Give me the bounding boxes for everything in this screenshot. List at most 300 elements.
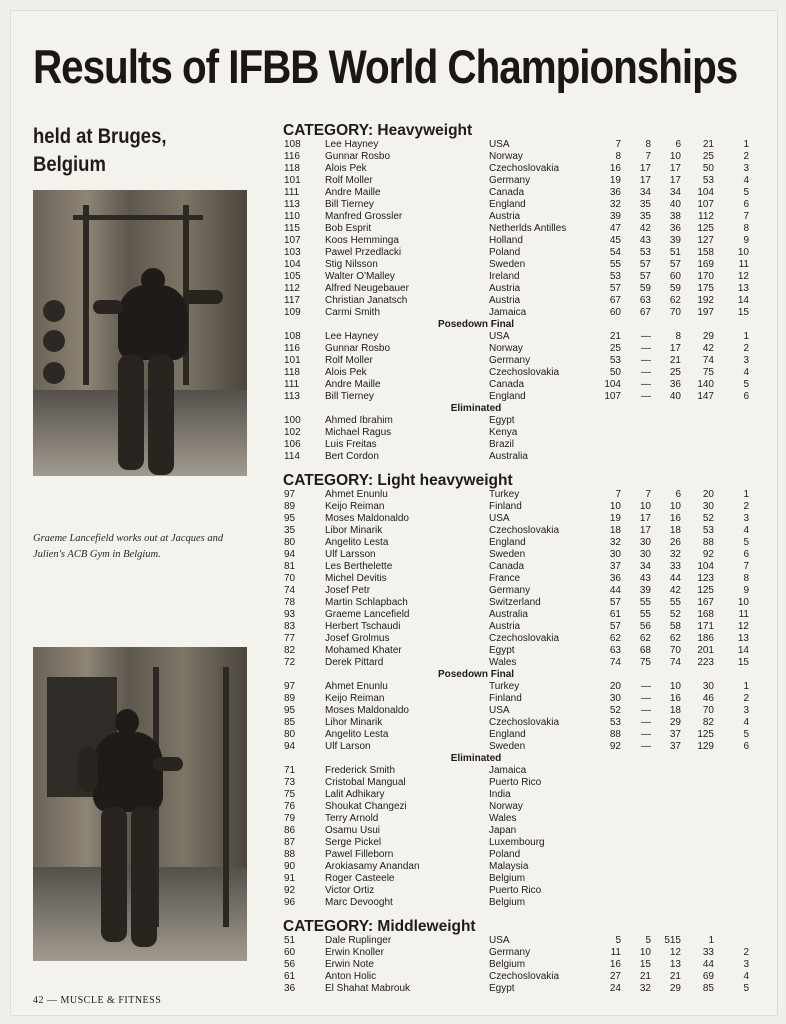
country: England: [489, 729, 526, 740]
entry-number: 97: [284, 489, 296, 500]
score-round-1: 55: [609, 259, 621, 270]
total-score: 125: [697, 729, 714, 740]
entry-number: 102: [284, 427, 301, 438]
country: Austria: [489, 295, 521, 306]
score-round-1: 104: [604, 379, 621, 390]
table-row: [271, 717, 761, 729]
score-round-2: 17: [639, 525, 651, 536]
competitor-name: Moses Maldonaldo: [325, 705, 409, 716]
score-round-3: 10: [669, 501, 681, 512]
competitor-name: Andre Maille: [325, 187, 381, 198]
placing: 4: [743, 175, 749, 186]
placing: 2: [743, 693, 749, 704]
placing: 7: [743, 561, 749, 572]
country: Brazil: [489, 439, 515, 450]
country: India: [489, 789, 511, 800]
placing: 8: [743, 223, 749, 234]
entry-number: 111: [284, 187, 300, 198]
entry-number: 101: [284, 355, 301, 366]
total-score: 171: [697, 621, 714, 632]
group-label: Posedown Final: [437, 669, 515, 680]
total-score: 25: [702, 151, 714, 162]
score-round-3: 32: [669, 549, 681, 560]
placing: 1: [743, 331, 749, 342]
table-row: [271, 223, 761, 235]
total-score: 201: [697, 645, 714, 656]
score-round-3: 21: [669, 355, 681, 366]
placing: 11: [738, 609, 749, 620]
score-round-1: 36: [609, 187, 621, 198]
competitor-name: Martin Schlapbach: [325, 597, 408, 608]
country: Holland: [489, 235, 523, 246]
score-round-2: —: [641, 705, 651, 716]
score-round-1: 24: [609, 983, 621, 994]
entry-number: 72: [284, 657, 296, 668]
country: USA: [489, 935, 510, 946]
placing: 5: [743, 187, 749, 198]
entry-number: 79: [284, 813, 296, 824]
table-row: [271, 307, 761, 319]
country: Norway: [489, 151, 523, 162]
total-score: 20: [702, 489, 714, 500]
score-round-1: 53: [609, 355, 621, 366]
competitor-name: Lihor Minarik: [325, 717, 383, 728]
entry-number: 104: [284, 259, 301, 270]
score-round-3: 39: [669, 235, 681, 246]
placing: 14: [737, 295, 749, 306]
placing: 3: [743, 959, 749, 970]
score-round-1: 61: [609, 609, 621, 620]
competitor-name: Erwin Knoller: [325, 947, 384, 958]
competitor-name: Serge Pickel: [325, 837, 382, 848]
entry-number: 78: [284, 597, 296, 608]
entry-number: 111: [284, 379, 300, 390]
competitor-name: Josef Grolmus: [325, 633, 390, 644]
country: Puerto Rico: [489, 885, 542, 896]
score-round-2: 8: [645, 139, 651, 150]
entry-number: 90: [284, 861, 296, 872]
score-round-3: 33: [669, 561, 681, 572]
table-row: [271, 729, 761, 741]
placing: 12: [737, 621, 749, 632]
placing: 13: [737, 283, 749, 294]
score-round-1: 53: [609, 271, 621, 282]
total-score: 140: [697, 379, 714, 390]
table-row: [271, 501, 761, 513]
placing: 2: [743, 343, 749, 354]
country: Wales: [489, 813, 517, 824]
total-score: 129: [697, 741, 714, 752]
country: Luxembourg: [489, 837, 545, 848]
score-round-3: 58: [669, 621, 681, 632]
score-round-3: 59: [669, 283, 681, 294]
table-row: [271, 825, 761, 837]
country: Germany: [489, 355, 531, 366]
score-round-1: 32: [609, 537, 621, 548]
table-row: [271, 897, 761, 909]
placing: 4: [743, 717, 749, 728]
table-row: [271, 235, 761, 247]
table-row: [271, 199, 761, 211]
country: Ireland: [489, 271, 520, 282]
score-round-2: —: [641, 741, 651, 752]
score-round-3: 62: [669, 295, 681, 306]
table-row: [271, 379, 761, 391]
placing: 6: [743, 199, 749, 210]
score-round-1: 39: [609, 211, 621, 222]
score-round-1: 16: [609, 959, 621, 970]
country: Czechoslovakia: [489, 163, 560, 174]
country: Canada: [489, 561, 525, 572]
competitor-name: Graeme Lancefield: [325, 609, 410, 620]
placing: 12: [737, 271, 749, 282]
table-row: [271, 355, 761, 367]
country: Czechoslovakia: [489, 633, 560, 644]
score-round-1: 20: [609, 681, 621, 692]
competitor-name: Marc Devooght: [325, 897, 393, 908]
subtitle: [33, 123, 227, 179]
country: USA: [489, 331, 510, 342]
placing: 6: [743, 391, 749, 402]
country: Belgium: [489, 959, 526, 970]
score-round-3: 29: [669, 983, 681, 994]
table-row: [271, 391, 761, 403]
total-score: 70: [702, 705, 714, 716]
table-row: [271, 789, 761, 801]
table-row: [271, 873, 761, 885]
entry-number: 118: [284, 367, 300, 378]
total-score: 46: [702, 693, 714, 704]
country: Czechoslovakia: [489, 717, 560, 728]
competitor-name: Erwin Note: [325, 959, 374, 970]
score-round-3: 38: [669, 211, 681, 222]
entry-number: 108: [284, 331, 301, 342]
score-round-3: 16: [669, 693, 681, 704]
table-row: [271, 295, 761, 307]
country: Finland: [489, 501, 522, 512]
competitor-name: Victor Ortiz: [325, 885, 375, 896]
score-round-3: 36: [669, 223, 681, 234]
competitor-name: Ahmet Enunlu: [325, 489, 388, 500]
placing: 3: [743, 513, 749, 524]
total-score: 85: [702, 983, 714, 994]
competitor-name: Derek Pittard: [325, 657, 384, 668]
score-round-2: 34: [639, 187, 651, 198]
competitor-name: Bill Tierney: [325, 391, 374, 402]
competitor-name: Angelito Lesta: [325, 729, 389, 740]
total-score: 223: [697, 657, 714, 668]
competitor-name: Pawel Przedlacki: [325, 247, 402, 258]
score-round-2: 7: [645, 151, 651, 162]
subtitle-line-1: held at Bruges,: [33, 125, 167, 148]
table-row: [271, 513, 761, 525]
score-round-3: 26: [669, 537, 681, 548]
entry-number: 106: [284, 439, 301, 450]
table-row: [271, 259, 761, 271]
score-round-1: 47: [609, 223, 621, 234]
score-round-3: 16: [669, 513, 681, 524]
table-row: [271, 573, 761, 585]
total-score: 127: [697, 235, 714, 246]
competitor-name: Terry Arnold: [325, 813, 379, 824]
score-round-1: 18: [609, 525, 621, 536]
table-row: [271, 451, 761, 463]
country: Belgium: [489, 873, 526, 884]
competitor-name: Alfred Neugebauer: [325, 283, 409, 294]
country: Belgium: [489, 897, 526, 908]
page-footer: 42 — MUSCLE & FITNESS: [33, 995, 162, 1006]
country: Germany: [489, 585, 531, 596]
score-round-2: 21: [639, 971, 651, 982]
total-score: 50: [702, 163, 714, 174]
placing: 8: [743, 573, 749, 584]
country: Finland: [489, 693, 522, 704]
gym-photo-bottom: [33, 647, 247, 961]
table-row: [271, 765, 761, 777]
placing: 3: [743, 355, 749, 366]
table-row: [271, 489, 761, 501]
group-label: Posedown Final: [437, 319, 515, 330]
score-round-1: 5: [615, 935, 621, 946]
total-score: 88: [702, 537, 714, 548]
total-score: 175: [697, 283, 714, 294]
score-round-1: 45: [609, 235, 621, 246]
country: Switzerland: [489, 597, 541, 608]
score-round-3: 70: [669, 645, 681, 656]
gym-photo-top: [33, 190, 247, 476]
entry-number: 83: [284, 621, 296, 632]
placing: 4: [743, 525, 749, 536]
score-round-1: 67: [609, 295, 621, 306]
competitor-name: Rolf Moller: [325, 355, 373, 366]
total-score: 170: [697, 271, 714, 282]
score-round-2: 30: [639, 537, 651, 548]
entry-number: 112: [284, 283, 300, 294]
score-round-1: 30: [609, 693, 621, 704]
score-round-2: —: [641, 379, 651, 390]
score-round-1: 92: [609, 741, 621, 752]
country: Sweden: [489, 259, 526, 270]
country: Austria: [489, 283, 521, 294]
competitor-name: Herbert Tschaudi: [325, 621, 401, 632]
score-round-2: 43: [639, 235, 651, 246]
table-row: [271, 549, 761, 561]
country: Jamaica: [489, 307, 527, 318]
competitor-name: Frederick Smith: [325, 765, 396, 776]
score-round-3: 10: [669, 151, 681, 162]
table-row: [271, 439, 761, 451]
score-round-2: 59: [639, 283, 651, 294]
country: Netherlds Antilles: [489, 223, 567, 234]
total-score: 104: [697, 561, 714, 572]
country: Sweden: [489, 549, 526, 560]
entry-number: 93: [284, 609, 296, 620]
table-row: [271, 271, 761, 283]
country: Sweden: [489, 741, 526, 752]
score-round-2: 55: [639, 597, 651, 608]
score-round-2: 32: [639, 983, 651, 994]
placing: 6: [743, 549, 749, 560]
placing: 1: [743, 489, 749, 500]
competitor-name: Bob Esprit: [325, 223, 372, 234]
country: Canada: [489, 379, 525, 390]
table-row: [271, 947, 761, 959]
competitor-name: Luis Freitas: [325, 439, 377, 450]
competitor-name: Manfred Grossler: [325, 211, 403, 222]
entry-number: 82: [284, 645, 296, 656]
entry-number: 115: [284, 223, 300, 234]
table-row: [271, 801, 761, 813]
table-row: [271, 415, 761, 427]
score-round-2: 42: [639, 223, 651, 234]
score-round-3: 18: [669, 525, 681, 536]
country: USA: [489, 513, 510, 524]
table-row: [271, 885, 761, 897]
score-round-3: 40: [669, 199, 681, 210]
table-row: [271, 959, 761, 971]
entry-number: 114: [284, 451, 300, 462]
score-round-2: —: [641, 717, 651, 728]
total-score: 82: [702, 717, 714, 728]
country: Malaysia: [489, 861, 529, 872]
placing: 1: [743, 139, 749, 150]
score-round-1: 60: [609, 307, 621, 318]
country: England: [489, 391, 526, 402]
total-score: 92: [702, 549, 714, 560]
score-round-1: 19: [609, 175, 621, 186]
score-round-2: 10: [639, 501, 651, 512]
table-row: [271, 861, 761, 873]
country: Egypt: [489, 645, 515, 656]
total-score: 1: [708, 935, 714, 946]
score-round-3: 25: [669, 367, 681, 378]
country: Australia: [489, 451, 528, 462]
placing: 2: [743, 501, 749, 512]
score-round-1: 27: [609, 971, 621, 982]
score-round-1: 11: [610, 947, 621, 958]
score-round-3: 8: [675, 331, 681, 342]
entry-number: 77: [284, 633, 296, 644]
competitor-name: Ulf Larsson: [325, 549, 376, 560]
table-row: [271, 585, 761, 597]
placing: 5: [743, 983, 749, 994]
score-round-2: 56: [639, 621, 651, 632]
entry-number: 101: [284, 175, 301, 186]
total-score: 30: [702, 681, 714, 692]
total-score: 168: [697, 609, 714, 620]
group-label: Eliminated: [450, 403, 502, 414]
entry-number: 71: [284, 765, 296, 776]
competitor-name: Michael Ragus: [325, 427, 392, 438]
entry-number: 94: [284, 741, 296, 752]
entry-number: 88: [284, 849, 296, 860]
placing: 9: [743, 235, 749, 246]
score-round-1: 21: [609, 331, 621, 342]
entry-number: 73: [284, 777, 296, 788]
total-score: 197: [697, 307, 714, 318]
entry-number: 76: [284, 801, 296, 812]
table-row: [271, 693, 761, 705]
country: Germany: [489, 947, 531, 958]
country: Norway: [489, 343, 523, 354]
score-round-2: 30: [639, 549, 651, 560]
score-round-3: 40: [669, 391, 681, 402]
score-round-1: 53: [609, 717, 621, 728]
total-score: 147: [697, 391, 714, 402]
country: England: [489, 537, 526, 548]
total-score: 75: [702, 367, 714, 378]
total-score: 192: [697, 295, 714, 306]
score-round-1: 25: [609, 343, 621, 354]
table-row: [271, 331, 761, 343]
score-round-3: 51: [669, 247, 681, 258]
table-row: [271, 849, 761, 861]
competitor-name: Gunnar Rosbo: [325, 343, 391, 354]
entry-number: 109: [284, 307, 301, 318]
country: Czechoslovakia: [489, 367, 560, 378]
table-row: [271, 681, 761, 693]
score-round-3: 515: [664, 935, 681, 946]
entry-number: 103: [284, 247, 301, 258]
country: Poland: [489, 849, 521, 860]
entry-number: 96: [284, 897, 296, 908]
table-row: [271, 621, 761, 633]
country: Puerto Rico: [489, 777, 542, 788]
entry-number: 75: [284, 789, 296, 800]
table-row: [271, 813, 761, 825]
total-score: 158: [697, 247, 714, 258]
placing: 4: [743, 971, 749, 982]
country: Canada: [489, 187, 525, 198]
results-table: [271, 122, 761, 995]
table-row: [271, 175, 761, 187]
competitor-name: Walter O'Malley: [325, 271, 395, 282]
entry-number: 100: [284, 415, 301, 426]
total-score: 104: [697, 187, 714, 198]
score-round-2: 7: [645, 489, 651, 500]
competitor-name: Roger Casteele: [325, 873, 395, 884]
entry-number: 118: [284, 163, 300, 174]
country: France: [489, 573, 521, 584]
total-score: 123: [697, 573, 714, 584]
score-round-3: 42: [669, 585, 681, 596]
table-row: [271, 561, 761, 573]
score-round-2: —: [641, 367, 651, 378]
score-round-1: 107: [604, 391, 621, 402]
table-row: [271, 427, 761, 439]
country: Egypt: [489, 983, 515, 994]
country: England: [489, 199, 526, 210]
country: Japan: [489, 825, 517, 836]
table-row: [271, 283, 761, 295]
table-row: [271, 645, 761, 657]
placing: 11: [738, 259, 749, 270]
competitor-name: Bert Cordon: [325, 451, 379, 462]
placing: 6: [743, 741, 749, 752]
score-round-1: 57: [609, 621, 621, 632]
score-round-2: 43: [639, 573, 651, 584]
total-score: 125: [697, 223, 714, 234]
score-round-3: 17: [669, 163, 681, 174]
table-row: [271, 705, 761, 717]
competitor-name: Shoukat Changezi: [325, 801, 407, 812]
placing: 10: [737, 247, 749, 258]
score-round-2: 57: [639, 259, 651, 270]
placing: 5: [743, 537, 749, 548]
score-round-1: 30: [609, 549, 621, 560]
score-round-2: 35: [639, 211, 651, 222]
country: USA: [489, 705, 510, 716]
